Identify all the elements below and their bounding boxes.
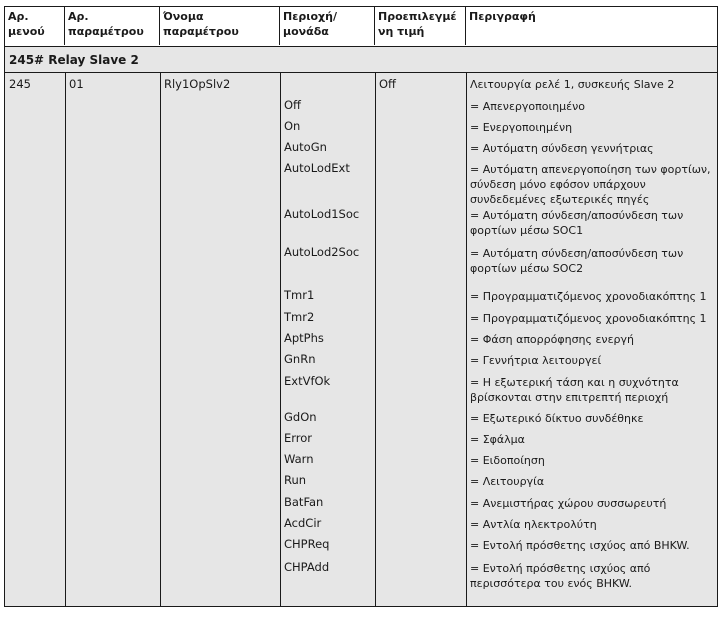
option-value: GdOn	[284, 410, 317, 424]
option-description: = Αυτόματη απενεργοποίηση των φορτίων, σύνδεση μόνο εφόσον υπάρχουν συνδεδεμένες εξωτερικές πηγές	[470, 163, 711, 206]
option-description: = Ανεμιστήρας χώρου συσσωρευτή	[470, 497, 667, 510]
option-value: GnRn	[284, 352, 316, 366]
column-divider	[65, 73, 66, 606]
column-divider	[280, 73, 281, 606]
option-description: = Η εξωτερική τάση και η συχνότητα βρίσκονται στην επιτρεπτή περιοχή	[470, 376, 679, 404]
option-description: = Αυτόματη σύνδεση/αποσύνδεση των φορτίων μέσω SOC1	[470, 209, 684, 237]
option-description: = Απενεργοποιημένο	[470, 100, 585, 113]
header-default: Προεπιλεγμέ νη τιμή	[375, 7, 466, 45]
option-value: AutoLod2Soc	[284, 245, 360, 259]
param-description: Λειτουργία ρελέ 1, συσκευής Slave 2	[470, 78, 675, 91]
option-value: ExtVfOk	[284, 374, 331, 388]
header-param-name: Όνομα παραμέτρου	[160, 7, 280, 45]
parameter-table	[4, 6, 718, 607]
option-value: AptPhs	[284, 331, 324, 345]
column-divider	[466, 73, 467, 606]
option-value: Tmr1	[284, 288, 315, 302]
option-description: = Αντλία ηλεκτρολύτη	[470, 518, 597, 531]
option-description: = Φάση απορρόφησης ενεργή	[470, 333, 634, 346]
default-value: Off	[379, 77, 396, 91]
option-value: CHPReq	[284, 537, 330, 551]
menu-number: 245	[9, 77, 31, 91]
table-body	[5, 73, 717, 606]
option-description: = Εντολή πρόσθετης ισχύος από περισσότερα του ενός BHKW.	[470, 562, 651, 590]
option-description: = Εντολή πρόσθετης ισχύος από BHKW.	[470, 539, 690, 552]
column-divider	[375, 73, 376, 606]
section-title: 245# Relay Slave 2	[5, 47, 717, 73]
option-description: = Αυτόματη σύνδεση γεννήτριας	[470, 142, 654, 155]
option-value: Run	[284, 473, 307, 487]
option-description: = Προγραμματιζόμενος χρονοδιακόπτης 1	[470, 290, 707, 303]
header-range-unit: Περιοχή/ μονάδα	[280, 7, 375, 45]
option-description: = Γεννήτρια λειτουργεί	[470, 354, 602, 367]
option-value: Warn	[284, 452, 314, 466]
option-description: = Αυτόματη σύνδεση/αποσύνδεση των φορτίων μέσω SOC2	[470, 247, 684, 275]
option-value: CHPAdd	[284, 560, 330, 574]
option-value: AutoLodExt	[284, 161, 350, 175]
param-number: 01	[69, 77, 84, 91]
option-description: = Σφάλμα	[470, 433, 525, 446]
column-divider	[160, 73, 161, 606]
option-value: Error	[284, 431, 313, 445]
header-menu-no: Αρ. μενού	[5, 7, 65, 45]
option-value: BatFan	[284, 495, 324, 509]
option-description: = Λειτουργία	[470, 475, 545, 488]
table-header	[5, 7, 717, 47]
header-param-no: Αρ. παραμέτρου	[65, 7, 160, 45]
option-value: On	[284, 119, 301, 133]
option-value: AutoLod1Soc	[284, 207, 360, 221]
option-description: = Ειδοποίηση	[470, 454, 545, 467]
option-value: Tmr2	[284, 310, 315, 324]
option-description: = Εξωτερικό δίκτυο συνδέθηκε	[470, 412, 644, 425]
option-value: AutoGn	[284, 140, 327, 154]
option-description: = Ενεργοποιημένη	[470, 121, 573, 134]
option-value: Off	[284, 98, 301, 112]
param-name: Rly1OpSlv2	[164, 77, 231, 91]
option-description: = Προγραμματιζόμενος χρονοδιακόπτης 1	[470, 312, 707, 325]
option-value: AcdCir	[284, 516, 322, 530]
header-description: Περιγραφή	[469, 10, 536, 23]
